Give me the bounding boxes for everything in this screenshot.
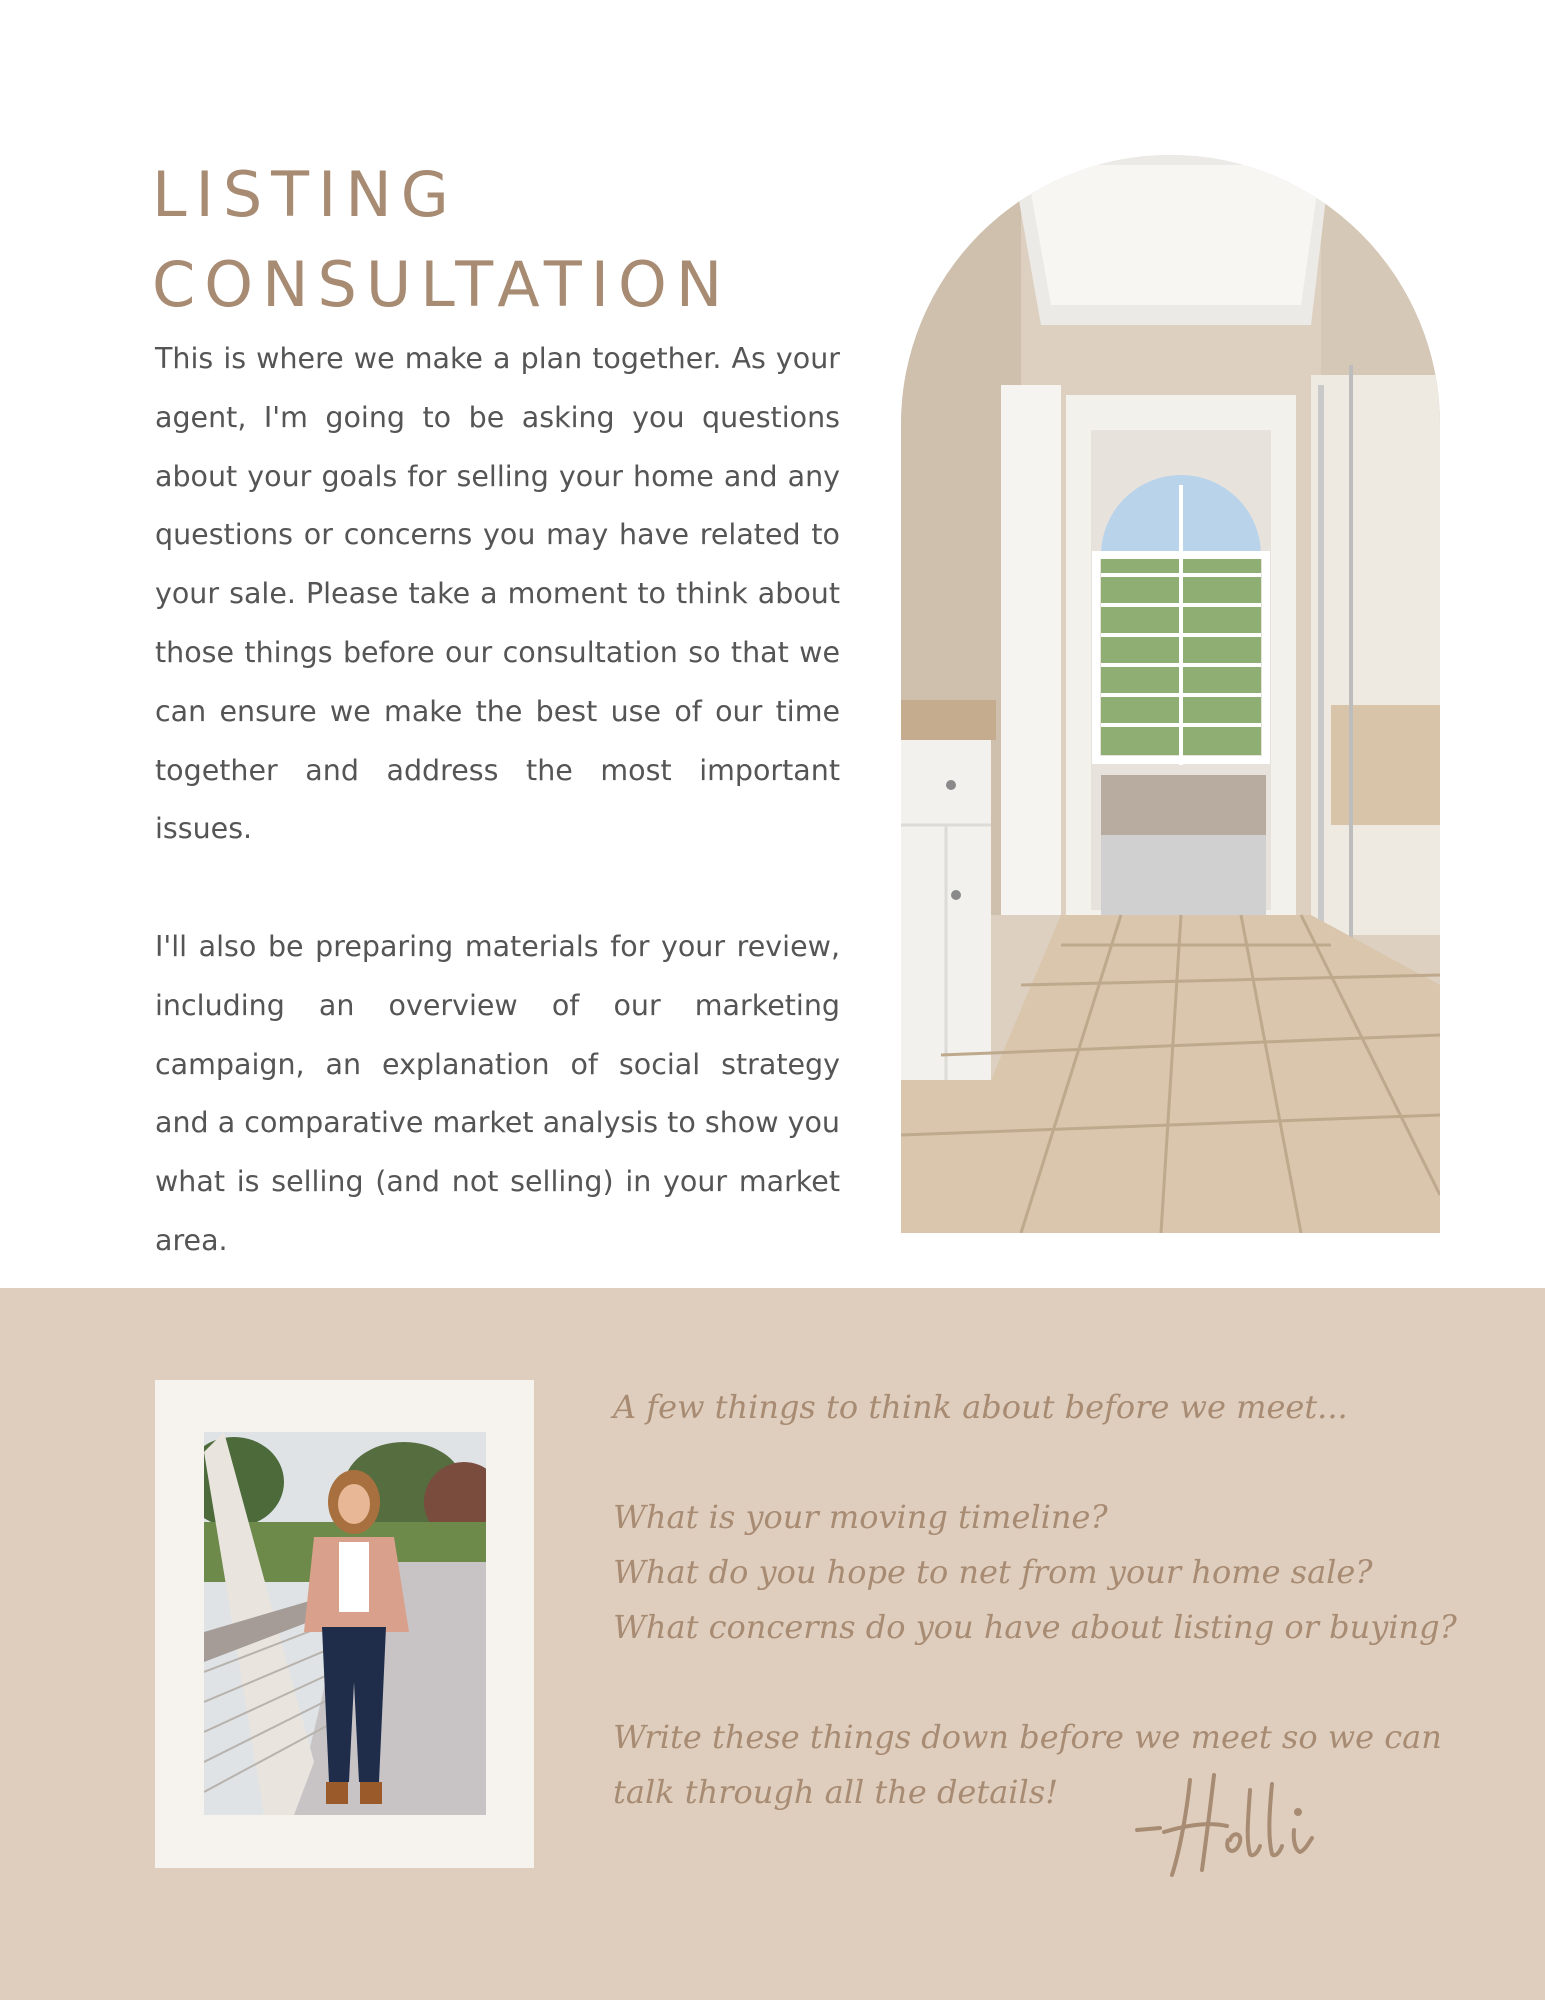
title-line-1: LISTING	[152, 158, 458, 231]
notes-closing-line-1: Write these things down before we meet so we can	[613, 1718, 1442, 1756]
notes-block	[613, 1380, 1457, 1820]
signature	[1132, 1770, 1332, 1880]
page-title	[152, 150, 872, 330]
body-paragraph-1: This is where we make a plan together. As your agent, I'm going to be asking you questions about your goals for selling your home and any questions or concerns you may have related to your sale. Please take a moment to think about those things before our consultation so that we can ensure we make the best use of our time together and address the most important issues.	[155, 342, 840, 846]
agent-portrait-photo	[204, 1432, 486, 1815]
body-copy	[155, 330, 840, 1271]
notes-spacer	[613, 1435, 1433, 1490]
title-line-2: CONSULTATION	[152, 248, 732, 321]
notes-intro: A few things to think about before we meet...	[613, 1388, 1348, 1426]
notes-question-2: What do you hope to net from your home sale?	[613, 1553, 1373, 1591]
body-paragraph-2: I'll also be preparing materials for your review, including an overview of our marketing campaign, an explanation of social strategy and a comparative market analysis to show you what is selling (and not selling) in your market area.	[155, 929, 840, 1257]
signature-graphic	[1132, 1770, 1332, 1880]
notes-question-3: What concerns do you have about listing or buying?	[613, 1608, 1457, 1646]
notes-spacer	[613, 1655, 1433, 1710]
notes-closing-line-2: talk through all the details!	[613, 1773, 1059, 1811]
bathroom-photo	[901, 155, 1440, 1233]
notes-question-1: What is your moving timeline?	[613, 1498, 1108, 1536]
